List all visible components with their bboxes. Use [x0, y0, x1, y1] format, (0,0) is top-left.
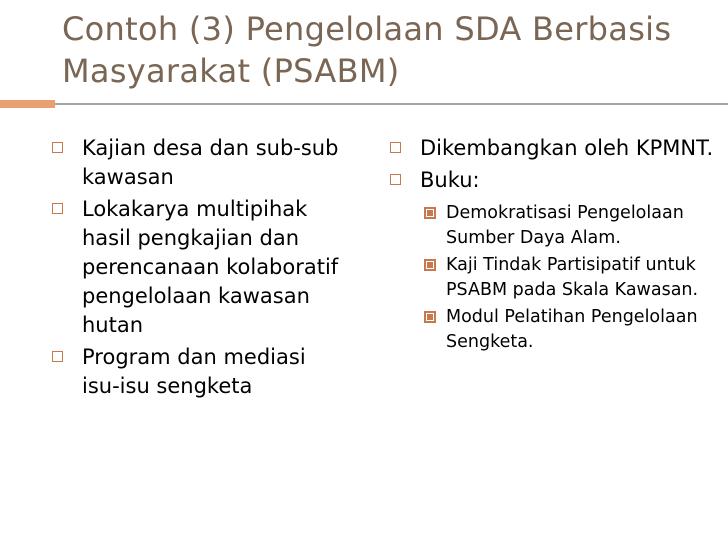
- list-item: [46, 134, 346, 192]
- filled-square-bullet-icon: [424, 259, 436, 271]
- bullet-text: Program dan mediasi isu-isu sengketa: [82, 345, 306, 398]
- title-divider-line: [55, 103, 728, 105]
- sub-list-item: [420, 201, 714, 250]
- list-item: [46, 343, 346, 401]
- right-bullet-list: [384, 134, 714, 357]
- title-accent-bar: [0, 100, 55, 108]
- sub-bullet-text: Kaji Tindak Partisipatif untuk PSABM pada Skala Kawasan.: [446, 255, 699, 300]
- square-bullet-icon: [390, 142, 401, 153]
- bullet-text: Buku:: [420, 168, 480, 192]
- square-bullet-icon: [52, 142, 63, 153]
- bullet-text: Dikembangkan oleh KPMNT.: [420, 136, 714, 160]
- slide-title: Contoh (3) Pengelolaan SDA Berbasis Masyarakat (PSABM): [62, 10, 672, 90]
- sub-bullet-list: [420, 201, 714, 354]
- sub-bullet-text: Demokratisasi Pengelolaan Sumber Daya Alam.: [446, 203, 684, 248]
- sub-bullet-text: Modul Pelatihan Pengelolaan Sengketa.: [446, 307, 698, 352]
- left-bullet-list: [46, 134, 346, 404]
- list-item: [384, 134, 714, 163]
- list-item: [384, 166, 714, 354]
- list-item: [46, 195, 346, 340]
- square-bullet-icon: [390, 174, 401, 185]
- filled-square-bullet-icon: [424, 207, 436, 219]
- sub-list-item: [420, 305, 714, 354]
- sub-list-item: [420, 253, 714, 302]
- bullet-text: Kajian desa dan sub-sub kawasan: [82, 136, 339, 189]
- filled-square-bullet-icon: [424, 311, 436, 323]
- bullet-text: Lokakarya multipihak hasil pengkajian dan perencanaan kolaboratif pengelolaan kawasan hutan: [82, 197, 339, 337]
- square-bullet-icon: [52, 351, 63, 362]
- square-bullet-icon: [52, 203, 63, 214]
